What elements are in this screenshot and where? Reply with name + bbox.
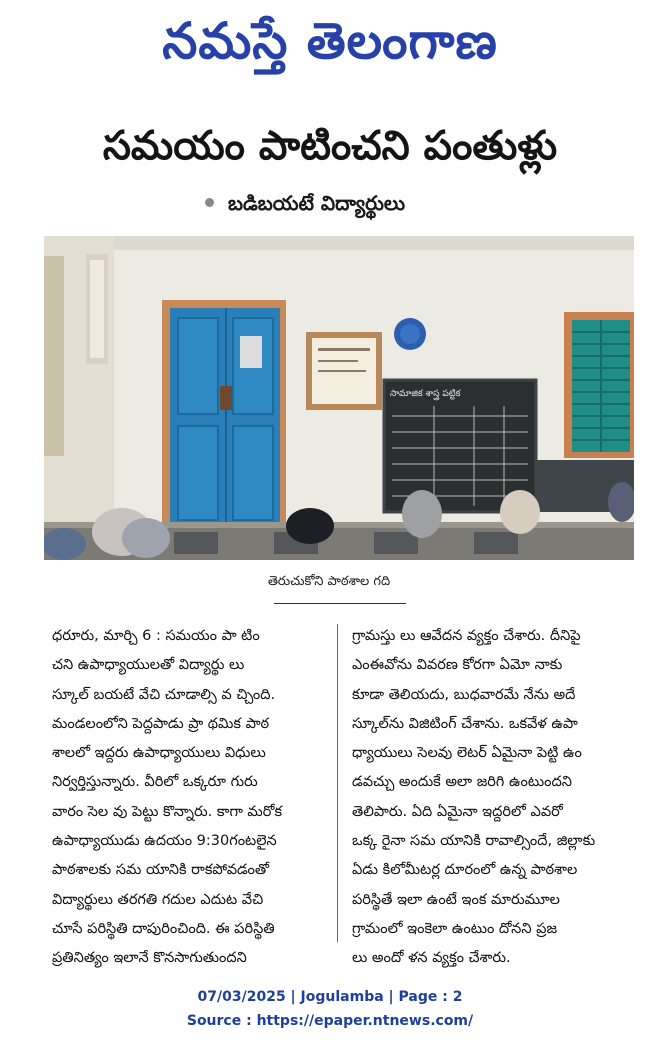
text-line: వారం సెల వు పెట్టు కొన్నారు. కాగా మరోక [52, 803, 283, 820]
text-line: ప్రతినిత్యం ఇలానే కొనసాగుతుందని [52, 950, 247, 967]
column-divider [337, 624, 338, 942]
article-column-left [52, 622, 342, 974]
text-line: ధరూరు, మార్చి 6 : సమయం పా టిం [52, 628, 260, 644]
text-line: కూడా తెలియదు, బుధవారమే నేను అదే [352, 686, 576, 703]
text-line: స్కూల్‌ను విజిటింగ్ చేశాను. ఒకవేళ ఉపా [352, 715, 578, 732]
text-line: పరిస్థితే ఇలా ఉంటే ఇంక మారుమూల [352, 891, 560, 908]
text-line: చని ఉపాధ్యాయులతో విద్యార్థు లు [52, 657, 245, 674]
source-link[interactable]: Source : https://epaper.ntnews.com/ [186, 1013, 474, 1029]
text-line: శాలలో ఇద్దరు ఉపాధ్యాయులు విధులు [52, 745, 266, 762]
text-line: పాఠశాలకు సమ యానికి రాకపోవడంతో [52, 862, 270, 879]
text-line: లు అందో ళన వ్యక్తం చేశారు. [352, 950, 511, 967]
article-photo [44, 236, 634, 560]
caption-underline [274, 603, 406, 604]
photo-caption: తెరుచుకోని పాఠశాల గది [267, 574, 391, 589]
subhead-text: బడిబయటే విద్యార్థులు [228, 191, 405, 215]
edition-info: 07/03/2025 | Jogulamba | Page : 2 [197, 989, 463, 1005]
article-subhead [205, 188, 405, 218]
newspaper-masthead: నమస్తే తెలంగాణ [162, 12, 498, 70]
article-headline: సమయం పాటించని పంతుళ్లు [102, 123, 558, 169]
text-line: ధ్యాయులు సెలవు లెటర్ ఏమైనా పెట్టి ఉం [352, 745, 582, 762]
text-line: స్కూల్ బయటే వేచి చూడాల్సి వ చ్చింది. [52, 686, 276, 703]
school-veranda-illustration [44, 236, 634, 560]
text-line: ఎంఈవోను వివరణ కోరగా ఏమో నాకు [352, 657, 563, 674]
text-line: గ్రామంలో ఇంకెలా ఉంటుం దోనని ప్రజ [352, 920, 558, 937]
text-line: ఉపాధ్యాయుడు ఉదయం 9:30గంటలైన [52, 833, 277, 850]
text-line: ఏడు కిలోమీటర్ల దూరంలో ఉన్న పాఠశాల [352, 862, 578, 879]
text-line: విద్యార్థులు తరగతి గదుల ఎదుట వేచి [52, 891, 264, 908]
article-column-right [352, 622, 642, 974]
bullet-icon [205, 198, 214, 207]
text-line: డవచ్చు అందుకే అలా జరిగి ఉంటుందని [352, 774, 572, 791]
text-line: ఒక్క రైనా సమ యానికి రావాల్సిందే, జిల్లాకు [352, 833, 596, 850]
text-line: చూసే పరిస్థితి దాపురించింది. ఈ పరిస్థితి [52, 920, 275, 937]
text-line: మండలంలోని పెద్దపాడు ప్రా థమిక పాఠ [52, 715, 270, 732]
text-line: నిర్వర్తిస్తున్నారు. వీరిలో ఒక్కరూ గురు [52, 774, 258, 791]
text-line: గ్రామస్తు లు ఆవేదన వ్యక్తం చేశారు. దీనిపై [352, 628, 581, 644]
blackboard-heading: సామాజిక శాస్త్ర పట్టిక [390, 389, 461, 399]
text-line: తెలిపారు. ఏది ఏమైనా ఇద్దరిలో ఎవరో [352, 803, 563, 820]
